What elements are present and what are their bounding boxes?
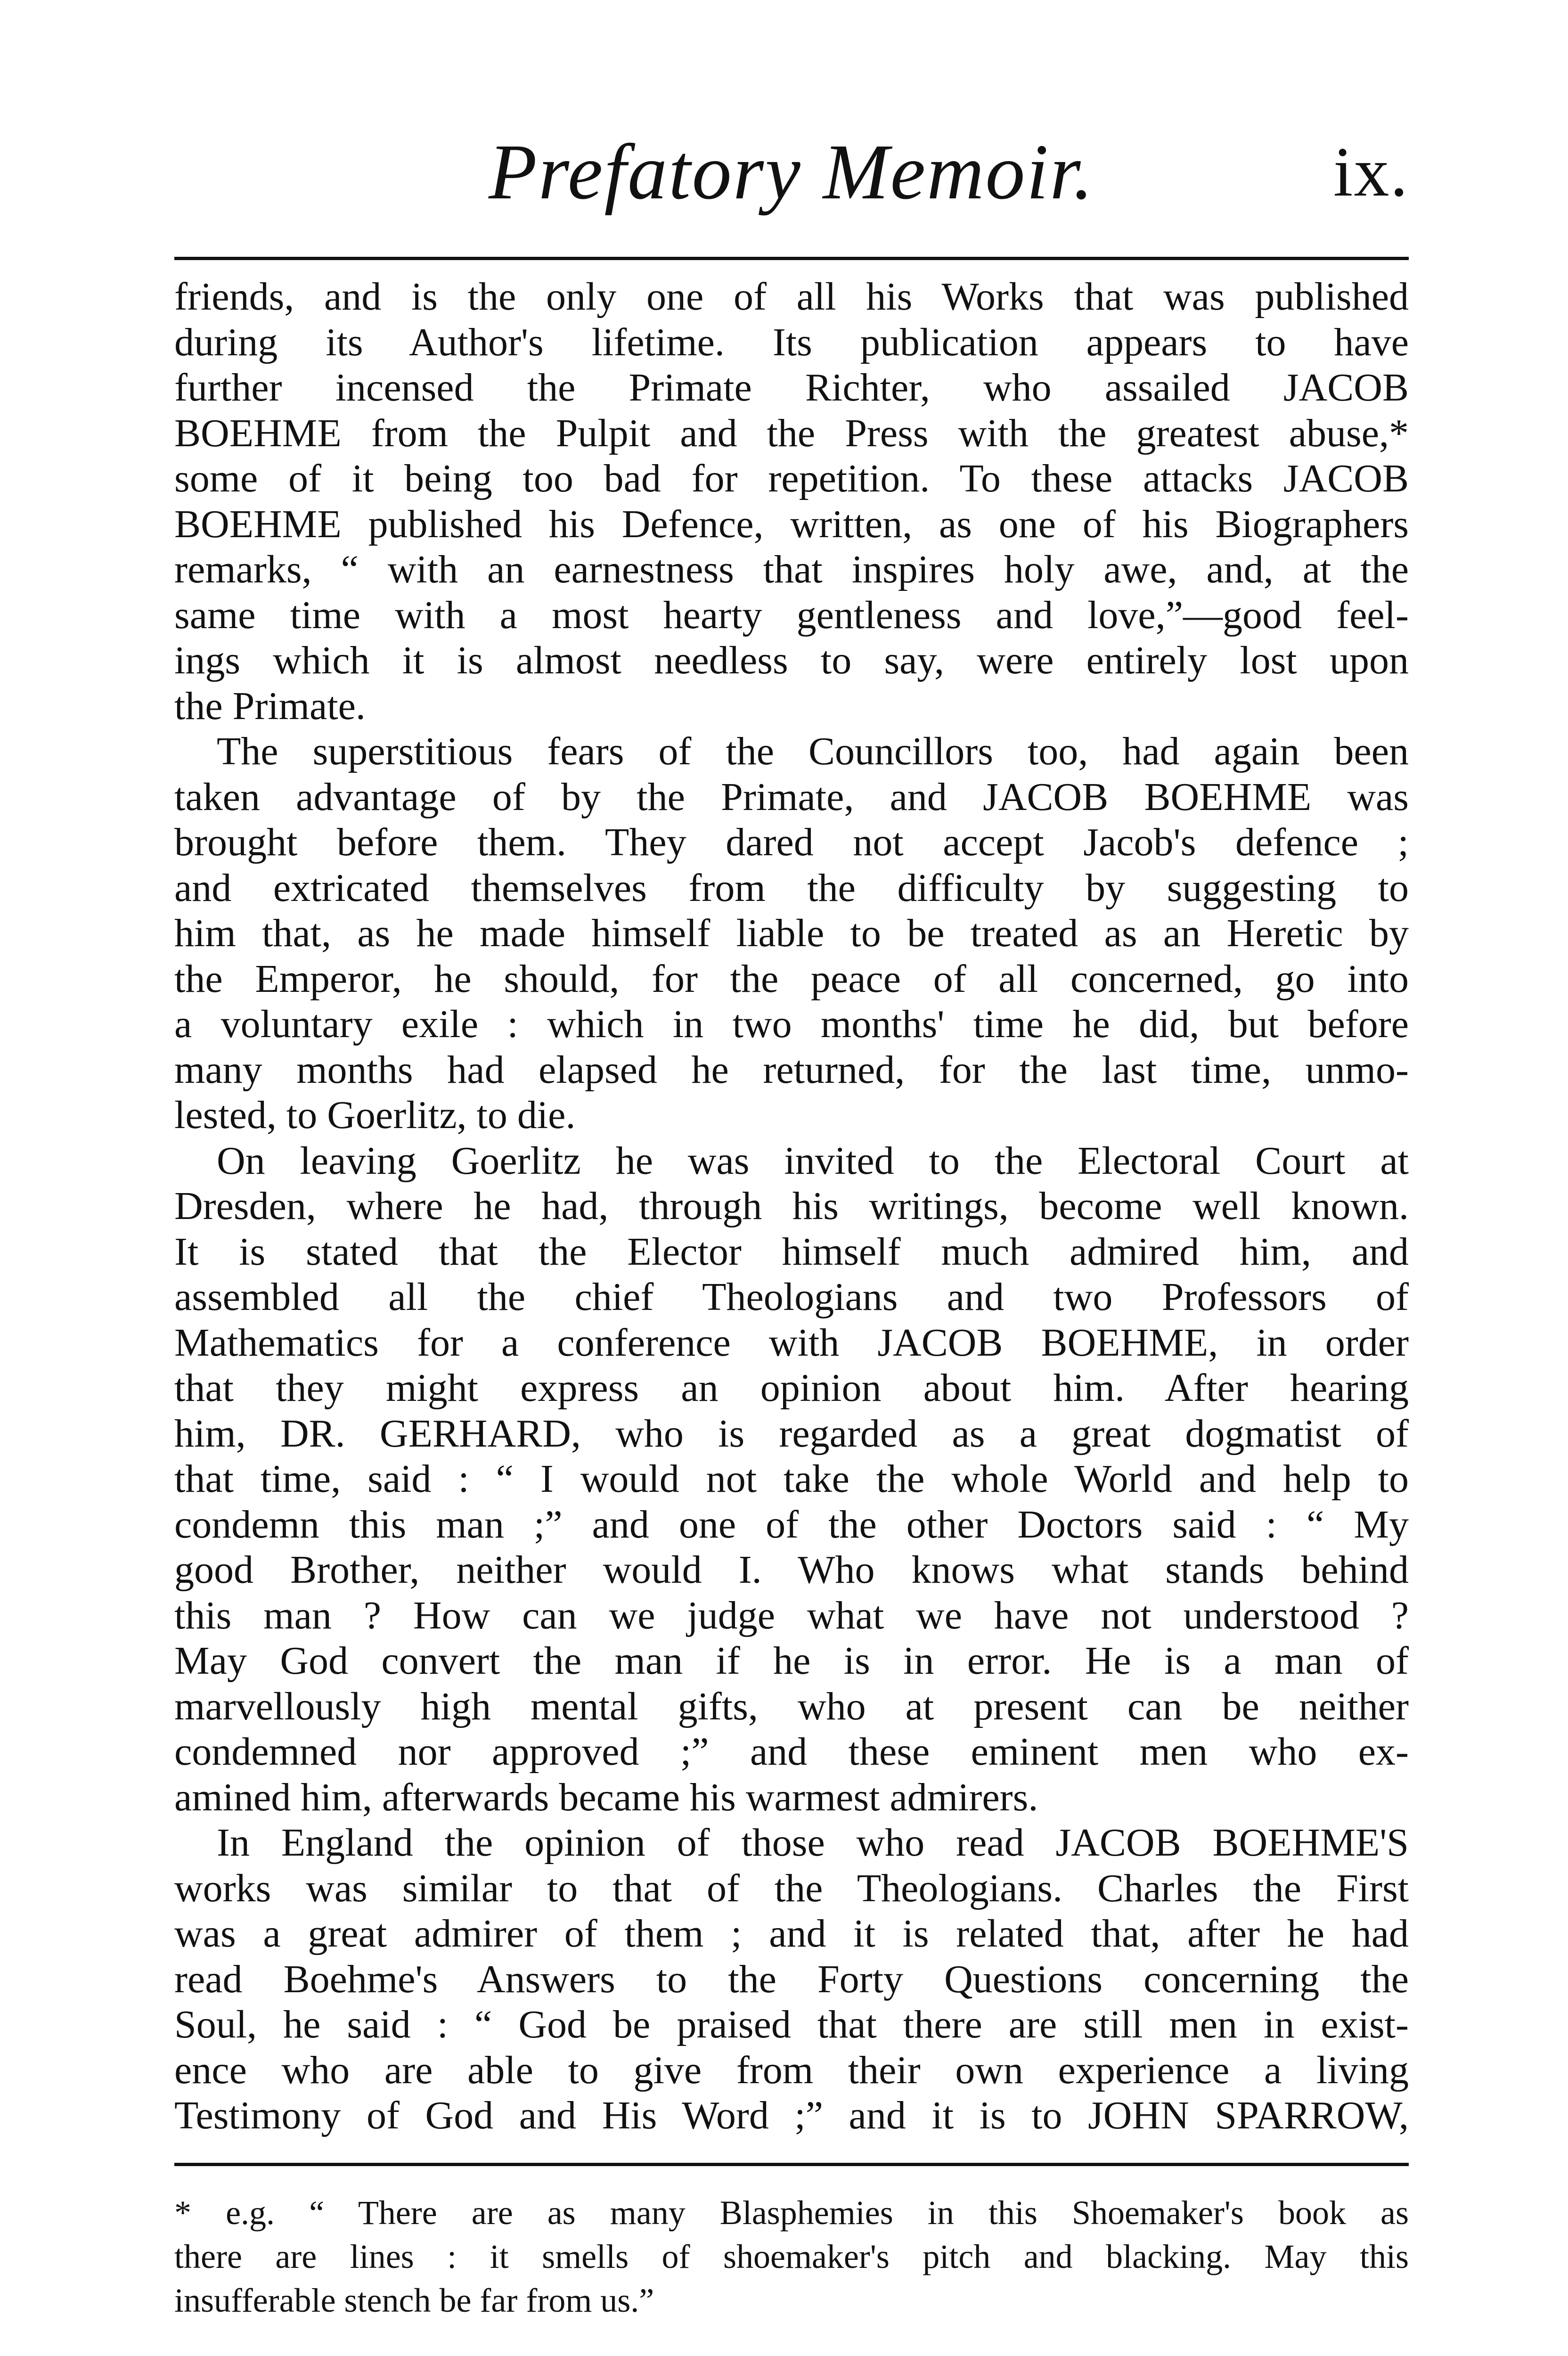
text-line: ence who are able to give from their own experience a living [174,2048,1409,2092]
text-line: BOEHME published his Defence, written, as one of his Biographers [174,502,1409,546]
text-line: On leaving Goerlitz he was invited to the Electoral Court at [217,1138,1409,1183]
text-line: read Boehme's Answers to the Forty Questions concerning the [174,1957,1409,2001]
page-number: ix. [1333,133,1409,211]
text-line: the Emperor, he should, for the peace of all concerned, go into [174,957,1409,1001]
text-line: during its Author's lifetime. Its publication appears to have [174,320,1409,364]
text-line: Soul, he said : “ God be praised that there are still men in exist- [174,2003,1409,2046]
text-line: the Primate. [174,684,366,728]
footnote-rule [174,2163,1409,2166]
text-line: In England the opinion of those who read JACOB BOEHME'S [217,1821,1409,1865]
text-line: The superstitious fears of the Councillors too, had again been [217,729,1409,773]
text-line: lested, to Goerlitz, to die. [174,1093,576,1137]
text-line: works was similar to that of the Theologians. Charles the First [174,1866,1409,1910]
text-line: same time with a most hearty gentleness and love,”—good feel- [174,593,1409,637]
text-line: taken advantage of by the Primate, and JACOB BOEHME was [174,775,1409,819]
text-line: him that, as he made himself liable to be treated as an Heretic by [174,911,1409,955]
text-line: good Brother, neither would I. Who knows what stands behind [174,1548,1409,1592]
text-line: that time, said : “ I would not take the whole World and help to [174,1457,1409,1501]
text-line: condemned nor approved ;” and these eminent men who ex- [174,1730,1409,1774]
text-line: ings which it is almost needless to say, were entirely lost upon [174,638,1409,682]
text-line: remarks, “ with an earnestness that inspires holy awe, and, at the [174,548,1409,591]
text-line: him, DR. GERHARD, who is regarded as a great dogmatist of [174,1411,1409,1456]
text-line: amined him, afterwards became his warmest admirers. [174,1775,1038,1819]
text-line: condemn this man ;” and one of the other Doctors said : “ My [174,1502,1409,1546]
footnote-line: * e.g. “ There are as many Blasphemies in this Shoemaker's book as [174,2194,1409,2232]
running-head [174,120,1409,224]
text-line: Mathematics for a conference with JACOB BOEHME, in order [174,1320,1409,1365]
text-line: brought before them. They dared not accept Jacob's defence ; [174,820,1409,864]
text-line: Testimony of God and His Word ;” and it is to JOHN SPARROW, [174,2094,1409,2137]
text-line: Dresden, where he had, through his writings, become well known. [174,1184,1409,1228]
text-line: It is stated that the Elector himself much admired him, and [174,1229,1409,1274]
header-rule [174,257,1409,260]
text-line: May God convert the man if he is in error. He is a man of [174,1639,1409,1683]
footnote [174,2191,1409,2323]
text-line: further incensed the Primate Richter, who assailed JACOB [174,366,1409,409]
text-line: was a great admirer of them ; and it is related that, after he had [174,1912,1409,1955]
text-line: marvellously high mental gifts, who at present can be neither [174,1684,1409,1728]
text-line: friends, and is the only one of all his Works that was published [174,275,1409,319]
text-line: this man ? How can we judge what we have not understood ? [174,1593,1409,1637]
running-title: Prefatory Memoir. [489,128,1094,216]
footnote-line: there are lines : it smells of shoemaker's pitch and blacking. May this [174,2238,1409,2275]
text-line: assembled all the chief Theologians and two Professors of [174,1275,1409,1319]
text-line: that they might express an opinion about him. After hearing [174,1366,1409,1410]
text-line: some of it being too bad for repetition. To these attacks JACOB [174,457,1409,500]
text-line: and extricated themselves from the difficulty by suggesting to [174,866,1409,910]
footnote-line: insufferable stench be far from us.” [174,2282,654,2319]
text-line: BOEHME from the Pulpit and the Press with the greatest abuse,* [174,411,1409,455]
text-line: a voluntary exile : which in two months' time he did, but before [174,1002,1409,1046]
body-text [174,274,1409,2139]
text-line: many months had elapsed he returned, for the last time, unmo- [174,1047,1409,1092]
